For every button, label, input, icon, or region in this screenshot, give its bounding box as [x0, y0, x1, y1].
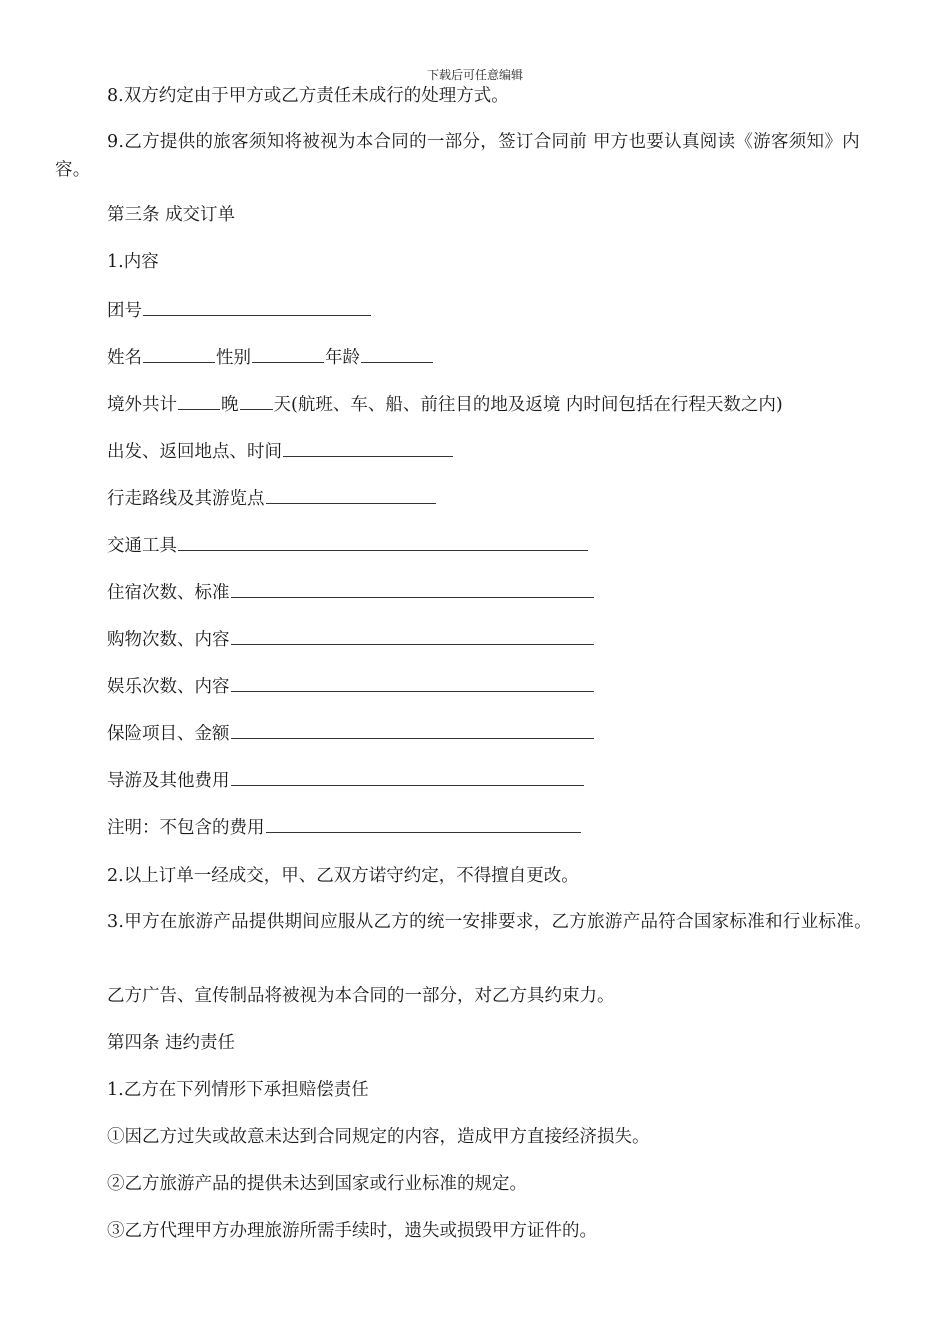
nights-label: 晚 — [221, 395, 239, 415]
article-4-case-1: ①因乙方过失或故意未达到合同规定的内容，造成甲方直接经济损失。 — [107, 1127, 650, 1147]
article-3-title: 第三条 成交订单 — [107, 205, 236, 225]
abroad-total-label: 境外共计 — [107, 395, 177, 415]
lodging-field — [107, 579, 595, 605]
depart-return-blank[interactable] — [283, 438, 453, 457]
header-note: 下载后可任意编辑 — [426, 68, 523, 82]
shopping-field — [107, 626, 595, 652]
lodging-blank[interactable] — [231, 579, 594, 598]
group-number-label: 团号 — [107, 301, 142, 321]
article-4-item-1: 1.乙方在下列情形下承担赔偿责任 — [107, 1080, 369, 1100]
depart-return-label: 出发、返回地点、时间 — [107, 442, 282, 462]
entertainment-blank[interactable] — [231, 673, 594, 692]
excluded-fees-label: 注明：不包含的费用 — [107, 818, 265, 838]
days-note: 天(航班、车、船、前往目的地及返境 内时间包括在行程天数之内) — [273, 395, 783, 415]
article-4-title: 第四条 违约责任 — [107, 1033, 236, 1053]
advertising-clause: 乙方广告、宣传制品将被视为本合同的一部分，对乙方具约束力。 — [107, 986, 615, 1006]
insurance-label: 保险项目、金额 — [107, 724, 230, 744]
entertainment-field — [107, 673, 595, 699]
transport-label: 交通工具 — [107, 536, 177, 556]
route-field — [107, 485, 437, 511]
name-label: 姓名 — [107, 348, 142, 368]
trip-duration-field — [107, 391, 783, 417]
guide-fees-label: 导游及其他费用 — [107, 771, 230, 791]
article-4-case-2: ②乙方旅游产品的提供未达到国家或行业标准的规定。 — [107, 1174, 527, 1194]
transport-blank[interactable] — [178, 532, 588, 551]
article-3-item-3: 3.甲方在旅游产品提供期间应服从乙方的统一安排要求，乙方旅游产品符合国家标准和行业标准。 — [107, 912, 872, 932]
guide-fees-field — [107, 767, 585, 793]
name-blank[interactable] — [143, 344, 215, 363]
route-blank[interactable] — [266, 485, 436, 504]
insurance-field — [107, 720, 595, 746]
gender-blank[interactable] — [252, 344, 324, 363]
shopping-blank[interactable] — [231, 626, 594, 645]
age-label: 年龄 — [325, 348, 360, 368]
article-4-case-3: ③乙方代理甲方办理旅游所需手续时，遗失或损毁甲方证件的。 — [107, 1221, 597, 1241]
group-number-blank[interactable] — [143, 297, 371, 316]
shopping-label: 购物次数、内容 — [107, 630, 230, 650]
excluded-fees-field — [107, 814, 582, 840]
insurance-blank[interactable] — [231, 720, 594, 739]
gender-label: 性别 — [216, 348, 251, 368]
personal-info-field — [107, 344, 434, 370]
clause-item-8: 8.双方约定由于甲方或乙方责任未成行的处理方式。 — [107, 86, 509, 106]
article-3-item-2: 2.以上订单一经成交，甲、乙双方诺守约定，不得擅自更改。 — [107, 866, 579, 886]
nights-blank[interactable] — [178, 391, 220, 410]
depart-return-field — [107, 438, 454, 464]
excluded-fees-blank[interactable] — [266, 814, 581, 833]
lodging-label: 住宿次数、标准 — [107, 583, 230, 603]
entertainment-label: 娱乐次数、内容 — [107, 677, 230, 697]
days-blank[interactable] — [240, 391, 273, 410]
age-blank[interactable] — [361, 344, 433, 363]
route-label: 行走路线及其游览点 — [107, 489, 265, 509]
guide-fees-blank[interactable] — [231, 767, 584, 786]
transport-field — [107, 532, 589, 558]
clause-item-9: 9.乙方提供的旅客须知将被视为本合同的一部分，签订合同前 甲方也要认真阅读《游客须知》内容。 — [55, 132, 860, 180]
article-3-item-1: 1.内容 — [107, 252, 159, 272]
group-number-field — [107, 297, 372, 323]
